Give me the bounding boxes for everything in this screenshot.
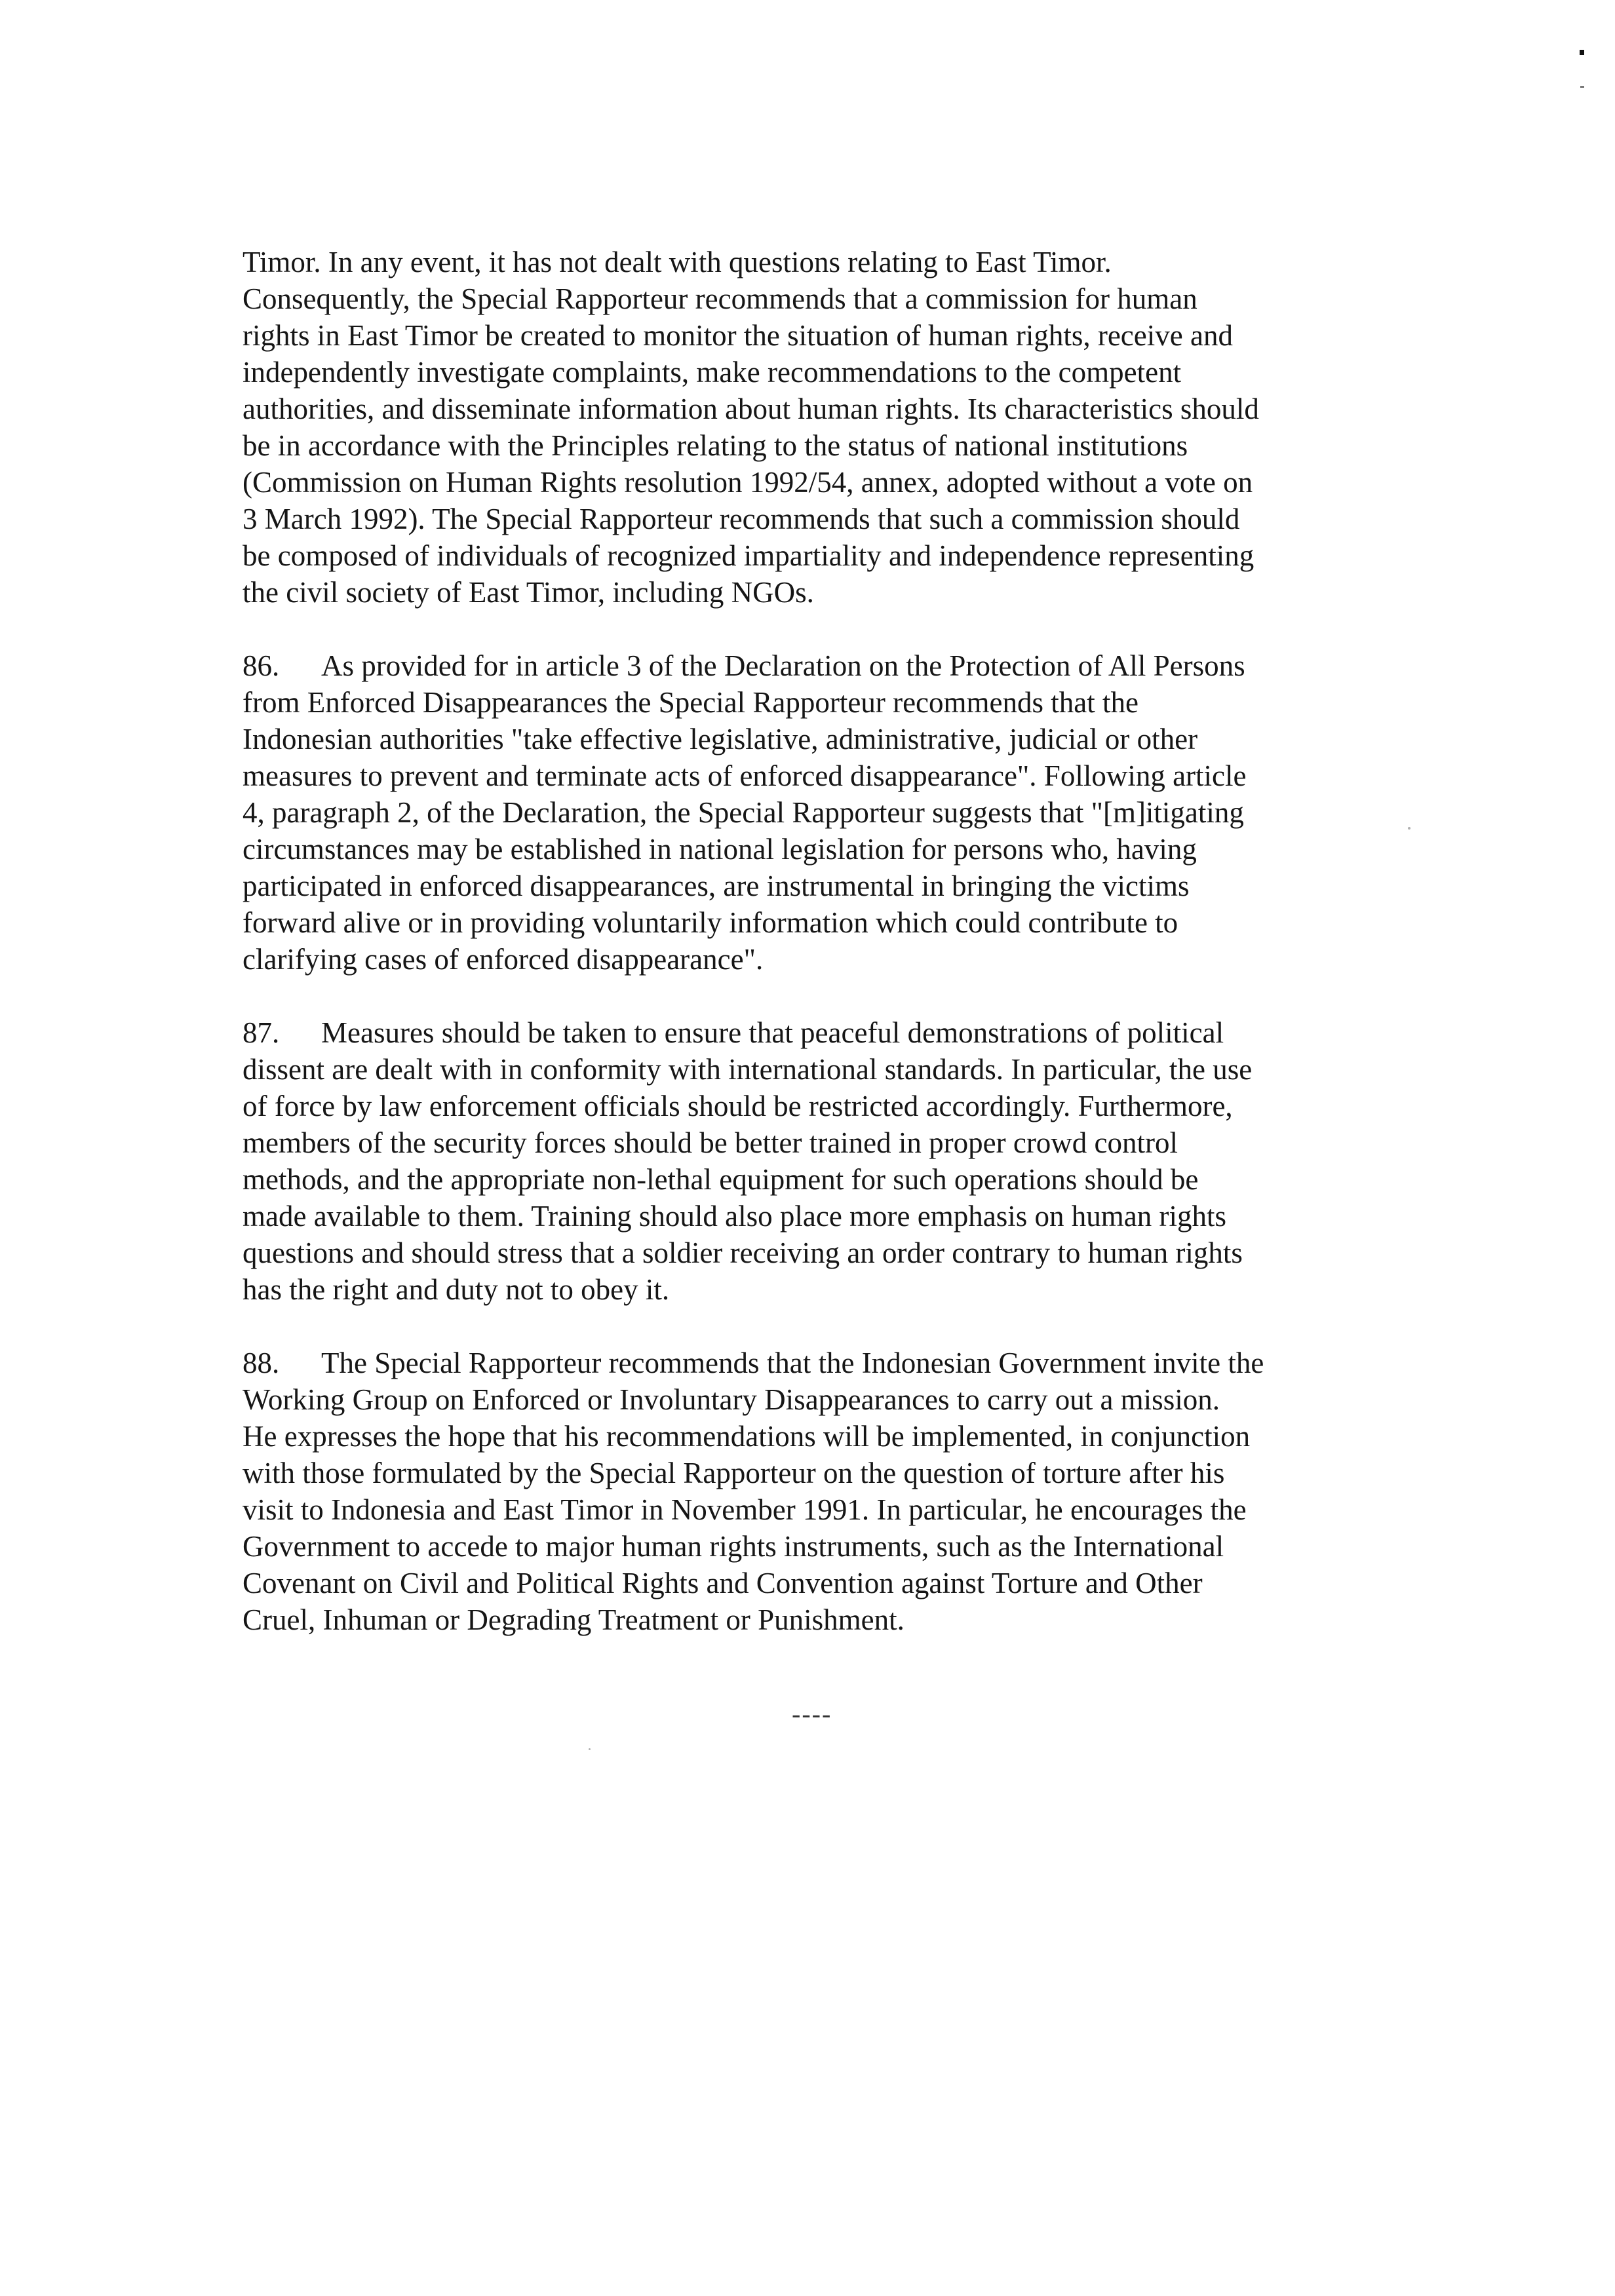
paragraph-line: of force by law enforcement officials should be restricted accordingly. Furthermore, <box>243 1090 1233 1122</box>
paragraph-line: circumstances may be established in national legislation for persons who, having <box>243 833 1197 866</box>
paragraph-line: 3 March 1992). The Special Rapporteur recommends that such a commission should <box>243 503 1240 535</box>
paragraph-line: be in accordance with the Principles relating to the status of national institutions <box>243 429 1188 462</box>
paragraph-86 <box>243 647 1383 978</box>
paragraph-line: the civil society of East Timor, including NGOs. <box>243 576 814 609</box>
paragraph-87 <box>243 1014 1383 1308</box>
paragraph-line: independently investigate complaints, make recommendations to the competent <box>243 356 1182 389</box>
paragraph-line: measures to prevent and terminate acts of enforced disappearance". Following article <box>243 759 1247 792</box>
paragraph-line: with those formulated by the Special Rapporteur on the question of torture after his <box>243 1457 1225 1489</box>
paragraph-line: forward alive or in providing voluntarily information which could contribute to <box>243 906 1178 939</box>
paragraph-line: from Enforced Disappearances the Special Rapporteur recommends that the <box>243 686 1138 719</box>
paragraph-line: 4, paragraph 2, of the Declaration, the Special Rapporteur suggests that "[m]itigating <box>243 796 1244 829</box>
paragraph-line: Government to accede to major human rights instruments, such as the International <box>243 1530 1224 1563</box>
scan-speck <box>1408 827 1411 830</box>
paragraph-number: 88. <box>243 1347 280 1379</box>
paragraph-line: Measures should be taken to ensure that peaceful demonstrations of political <box>321 1016 1224 1049</box>
paragraph-line: questions and should stress that a soldier receiving an order contrary to human rights <box>243 1236 1243 1269</box>
paragraph-88 <box>243 1345 1383 1638</box>
paragraph-line: (Commission on Human Rights resolution 1992/54, annex, adopted without a vote on <box>243 466 1253 499</box>
paragraph-line: He expresses the hope that his recommendations will be implemented, in conjunction <box>243 1420 1251 1453</box>
scan-mark-dot <box>1580 50 1584 55</box>
paragraph-line: authorities, and disseminate information about human rights. Its characteristics should <box>243 392 1259 425</box>
paragraph-line: Cruel, Inhuman or Degrading Treatment or Punishment. <box>243 1603 905 1636</box>
paragraph-line: Covenant on Civil and Political Rights and Convention against Torture and Other <box>243 1567 1203 1599</box>
paragraph-line: members of the security forces should be better trained in proper crowd control <box>243 1126 1178 1159</box>
paragraph-line: Consequently, the Special Rapporteur recommends that a commission for human <box>243 282 1197 315</box>
paragraph-line: participated in enforced disappearances, are instrumental in bringing the victims <box>243 870 1190 902</box>
continued-paragraph <box>243 244 1383 611</box>
paragraph-line: methods, and the appropriate non-lethal equipment for such operations should be <box>243 1163 1199 1196</box>
paragraph-first-line <box>243 1014 1383 1051</box>
paragraph-first-line <box>243 647 1383 684</box>
paragraph-line: clarifying cases of enforced disappearance". <box>243 943 764 976</box>
paragraph-line: Working Group on Enforced or Involuntary Disappearances to carry out a mission. <box>243 1383 1220 1416</box>
scan-speck <box>589 1748 591 1750</box>
document-body <box>243 244 1383 1675</box>
paragraph-line: As provided for in article 3 of the Declaration on the Protection of All Persons <box>321 649 1245 682</box>
paragraph-line: Indonesian authorities "take effective legislative, administrative, judicial or other <box>243 723 1198 756</box>
paragraph-line: dissent are dealt with in conformity with international standards. In particular, the use <box>243 1053 1253 1086</box>
paragraph-line: rights in East Timor be created to monitor the situation of human rights, receive and <box>243 319 1233 352</box>
paragraph-line: made available to them. Training should also place more emphasis on human rights <box>243 1200 1226 1233</box>
paragraph-first-line <box>243 1345 1383 1381</box>
paragraph-line: visit to Indonesia and East Timor in November 1991. In particular, he encourages the <box>243 1493 1247 1526</box>
end-of-document-marker: ---- <box>792 1699 832 1729</box>
paragraph-number: 87. <box>243 1016 280 1049</box>
paragraph-line: Timor. In any event, it has not dealt with questions relating to East Timor. <box>243 246 1112 278</box>
paragraph-line: has the right and duty not to obey it. <box>243 1273 670 1306</box>
paragraph-line: be composed of individuals of recognized impartiality and independence representing <box>243 539 1255 572</box>
paragraph-line: The Special Rapporteur recommends that the Indonesian Government invite the <box>321 1347 1264 1379</box>
scan-mark-tick <box>1580 86 1584 88</box>
paragraph-number: 86. <box>243 649 280 682</box>
